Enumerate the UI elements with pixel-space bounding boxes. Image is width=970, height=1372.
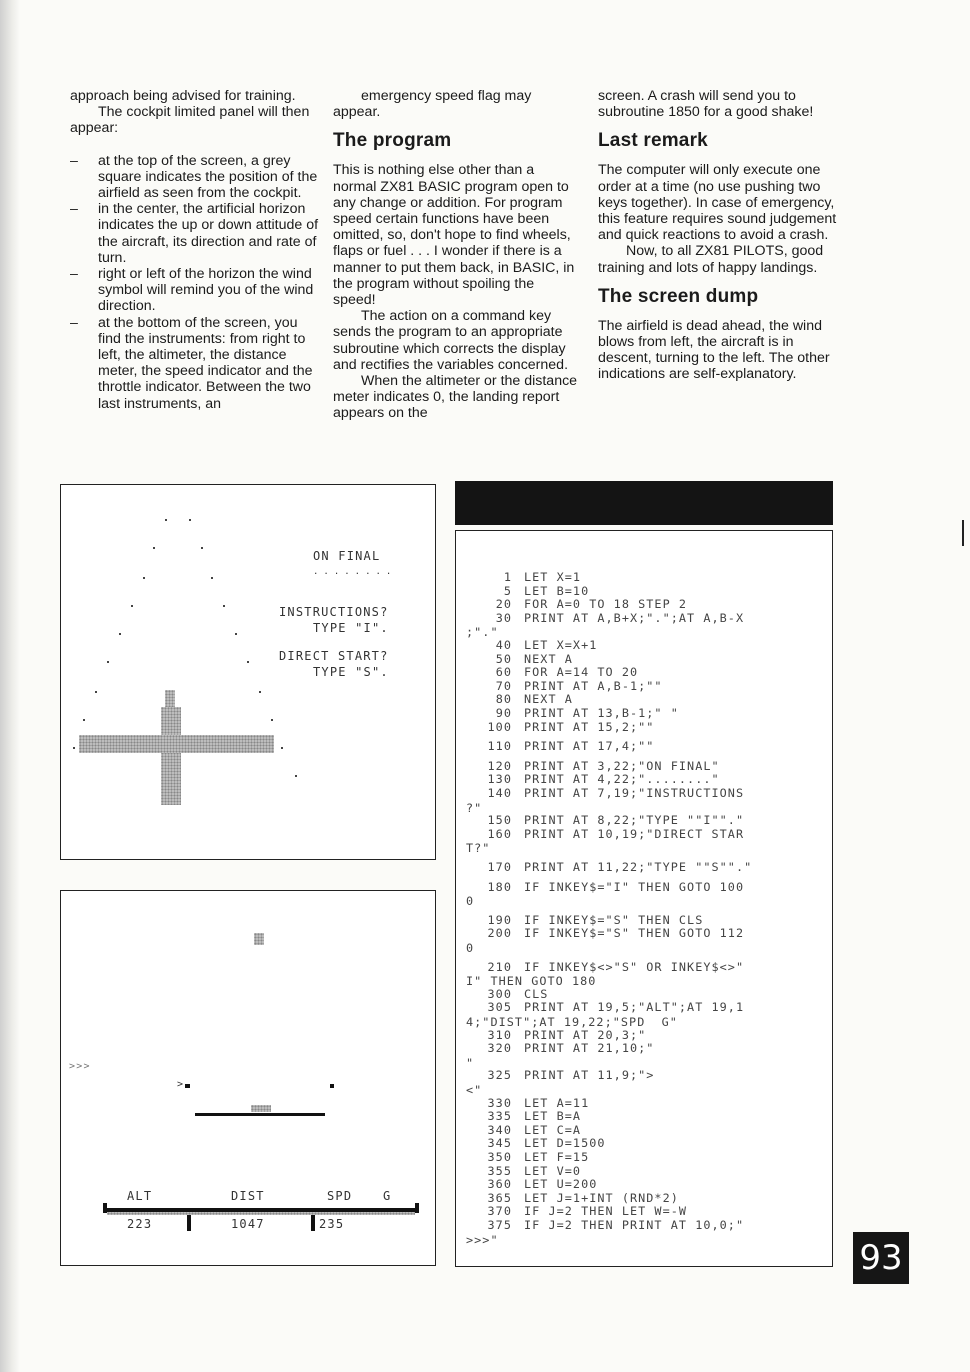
line-code: PRINT AT 3,22;"ON FINAL" [524, 758, 720, 773]
line-code: PRINT AT 8,22;"TYPE ""I""." [524, 813, 745, 828]
horizon-right-block [330, 1084, 334, 1088]
feature-list [70, 153, 320, 412]
paragraph: The action on a command key sends the program to an appropriate subroutine which corrects the display and rectifies the variables concerned. [333, 308, 569, 373]
line-number: 210 [487, 959, 512, 974]
runway-dot [189, 519, 191, 521]
runway-dot [201, 547, 203, 549]
listing-continuation: I" THEN GOTO 180 [466, 974, 597, 989]
listing-continuation: <" [466, 1083, 483, 1097]
listing-continuation: " [466, 1055, 475, 1070]
listing-line [466, 988, 548, 1001]
listing-line [466, 721, 654, 734]
separator [187, 1215, 191, 1231]
listing-line [466, 814, 744, 827]
line-code: LET B=A [524, 1109, 582, 1124]
line-number: 20 [495, 597, 512, 612]
runway-dot [131, 605, 133, 607]
runway-dot [143, 577, 145, 579]
line-number: 110 [487, 739, 512, 754]
listing-line [466, 1097, 589, 1110]
line-number: 325 [487, 1068, 512, 1083]
line-code: PRINT AT 15,2;"" [524, 719, 655, 734]
runway-dot [165, 519, 167, 521]
line-code: IF INKEY$="I" THEN GOTO 100 [524, 879, 745, 894]
runway-dot [223, 605, 225, 607]
listing-continuation: ;"." [466, 625, 499, 640]
listing-line [466, 1124, 581, 1137]
dist-label: DIST [231, 1189, 265, 1203]
alt-value: 223 [127, 1217, 153, 1231]
paragraph: The computer will only execute one order at a time (no use pushing two keys together). In case of emergency, this feature requires sound judgement and quick reactions to avoid a crash. [598, 162, 837, 244]
listing-line [466, 773, 720, 786]
listing-line [466, 680, 663, 693]
listing-line [466, 653, 573, 666]
heading-screen-dump: The screen dump [598, 285, 759, 307]
line-number: 345 [487, 1136, 512, 1151]
line-code: LET D=1500 [524, 1136, 606, 1151]
line-number: 300 [487, 986, 512, 1001]
line-code: PRINT AT 10,19;"DIRECT STAR [524, 826, 745, 841]
line-number: 355 [487, 1163, 512, 1178]
line-number: 305 [487, 1000, 512, 1015]
horizon-left-marker: > [177, 1079, 185, 1090]
listing-line [466, 639, 597, 652]
listing-header-bar [455, 481, 833, 525]
line-code: LET U=200 [524, 1177, 598, 1192]
listing-line [466, 707, 679, 720]
paragraph: Now, to all ZX81 PILOTS, good training and lots of happy landings. [598, 243, 824, 276]
listing-line [466, 961, 744, 974]
line-number: 70 [495, 678, 512, 693]
listing-line [466, 787, 744, 800]
program-listing [455, 530, 833, 1267]
line-code: PRINT AT 17,4;"" [524, 739, 655, 754]
line-code: PRINT AT 13,B-1;" " [524, 706, 679, 720]
listing-line [466, 914, 703, 927]
listing-line [466, 585, 589, 598]
listing-line [466, 1137, 606, 1150]
line-code: PRINT AT A,B-1;"" [524, 678, 663, 693]
listing-line [466, 571, 581, 584]
throttle-label: G [383, 1189, 392, 1203]
line-code: NEXT A [524, 651, 573, 666]
line-number: 140 [487, 786, 512, 800]
screen-dump-title [60, 484, 436, 860]
listing-continuation: ?" [466, 800, 483, 815]
line-code: IF INKEY$="S" THEN CLS [524, 912, 704, 927]
line-number: 30 [495, 610, 512, 625]
listing-line [466, 1205, 687, 1218]
paragraph: approach being advised for training. [70, 88, 296, 104]
instrument-bar-shade [107, 1212, 415, 1215]
line-number: 150 [487, 813, 512, 828]
horizon-left-block [185, 1084, 190, 1088]
listing-line [466, 1192, 679, 1205]
listing-line [466, 740, 654, 753]
line-number: 375 [487, 1218, 512, 1232]
direct-start-prompt: DIRECT START? [279, 649, 389, 663]
listing-line [466, 881, 744, 894]
line-number: 90 [495, 706, 512, 720]
line-code: PRINT AT A,B+X;".";AT A,B-X [524, 610, 745, 625]
listing-line [466, 828, 744, 841]
line-number: 130 [487, 772, 512, 787]
aircraft-fuselage-symbol [161, 707, 181, 805]
screen-dump-cockpit [60, 890, 436, 1266]
listing-line [466, 927, 744, 940]
line-number: 5 [503, 583, 512, 598]
runway-dot [211, 577, 213, 579]
listing-line [466, 861, 752, 874]
instructions-hint: TYPE "I". [313, 621, 389, 635]
listing-line [466, 1001, 744, 1014]
list-item: – at the bottom of the screen, you find the instruments: from right to left, the altimeter, the distance meter, the speed indicator and the throttle indicator. Between the two last instruments, an [70, 314, 313, 412]
line-number: 120 [487, 758, 512, 773]
alt-label: ALT [127, 1189, 153, 1203]
line-code: LET B=10 [524, 583, 590, 598]
line-number: 170 [487, 860, 512, 874]
line-number: 330 [487, 1095, 512, 1110]
line-code: IF J=2 THEN PRINT AT 10,0;" [524, 1218, 745, 1232]
listing-continuation: T?" [466, 841, 491, 856]
line-code: LET V=0 [524, 1163, 582, 1178]
line-code: LET X=X+1 [524, 638, 598, 652]
line-number: 350 [487, 1150, 512, 1164]
direct-start-hint: TYPE "S". [313, 665, 389, 679]
line-number: 200 [487, 926, 512, 941]
aircraft-symbol [251, 1105, 271, 1112]
runway-dot [83, 719, 85, 721]
line-code: NEXT A [524, 692, 573, 707]
listing-line [466, 1069, 654, 1082]
runway-dot [73, 747, 75, 749]
paragraph: This is nothing else other than a normal ZX81 BASIC program open to any change or addition. For program speed certain functions have been omitted, so, don't hope to find wheels, flaps or fuel . . . I wonder if there is a manner to put them back, in BASIC, in the program without spoiling the speed! [333, 162, 575, 309]
runway-dot [295, 775, 297, 777]
listing-line [466, 1042, 654, 1055]
runway-dot [95, 691, 97, 693]
list-item: – at the top of the screen, a grey square indicates the position of the airfield as seen from the cockpit. [70, 152, 318, 202]
paragraph: When the altimeter or the distance meter indicates 0, the landing report appears on the [333, 373, 578, 422]
paragraph: The cockpit limited panel will then appear: [70, 104, 310, 137]
instructions-prompt: INSTRUCTIONS? [279, 605, 389, 619]
listing-line [466, 598, 687, 611]
dist-value: 1047 [231, 1217, 265, 1231]
artificial-horizon-line [195, 1113, 325, 1116]
page-number: 93 [853, 1232, 909, 1284]
runway-dot [153, 547, 155, 549]
bar-right-cap [415, 1203, 419, 1213]
spd-label: SPD [327, 1189, 353, 1203]
text-column-2 [333, 88, 578, 422]
separator [311, 1215, 315, 1231]
listing-line [466, 1165, 581, 1178]
listing-line [466, 1178, 597, 1191]
aircraft-wing-symbol [79, 735, 274, 753]
line-code: IF INKEY$<>"S" OR INKEY$<>" [524, 959, 745, 974]
runway-dot [271, 719, 273, 721]
line-code: LET F=15 [524, 1150, 590, 1164]
runway-dot [119, 633, 121, 635]
listing-continuation: 0 [466, 941, 475, 955]
heading-the-program: The program [333, 130, 452, 152]
dots-line: ........ [313, 567, 397, 577]
paragraph: screen. A crash will send you to subroutine 1850 for a good shake! [598, 88, 814, 121]
line-code: PRINT AT 19,5;"ALT";AT 19,1 [524, 1000, 745, 1015]
listing-line [466, 666, 638, 679]
listing-line [466, 1219, 744, 1232]
line-number: 365 [487, 1190, 512, 1205]
paragraph: emergency speed flag may appear. [333, 88, 532, 121]
wind-symbol: >>> [69, 1061, 91, 1072]
line-code: LET A=11 [524, 1095, 590, 1110]
line-code: FOR A=0 TO 18 STEP 2 [524, 597, 688, 612]
listing-continuation: >>>" [466, 1232, 499, 1247]
line-code: FOR A=14 TO 20 [524, 665, 639, 680]
line-number: 360 [487, 1177, 512, 1192]
listing-line [466, 693, 573, 706]
line-number: 190 [487, 912, 512, 927]
line-number: 310 [487, 1027, 512, 1042]
line-code: PRINT AT 21,10;" [524, 1041, 655, 1056]
line-number: 160 [487, 826, 512, 841]
listing-line [466, 1110, 581, 1123]
on-final-label: ON FINAL [313, 549, 381, 563]
line-code: PRINT AT 7,19;"INSTRUCTIONS [524, 786, 745, 800]
runway-dot [281, 747, 283, 749]
list-item: – in the center, the artificial horizon indicates the up or down attitude of the aircraft, its direction and rate of turn. [70, 201, 319, 266]
listing-line [466, 1029, 646, 1042]
line-code: LET J=1+INT (RND*2) [524, 1190, 679, 1205]
line-code: IF J=2 THEN LET W=-W [524, 1204, 688, 1219]
line-code: IF INKEY$="S" THEN GOTO 112 [524, 926, 745, 941]
line-code: LET X=1 [524, 570, 582, 584]
spd-value: 235 [319, 1217, 345, 1231]
paragraph: The airfield is dead ahead, the wind blows from left, the aircraft is in descent, turning to the left. The other indications are self-explanatory. [598, 317, 830, 383]
line-code: PRINT AT 11,9;"> [524, 1068, 655, 1083]
line-code: PRINT AT 4,22;"........" [524, 772, 720, 787]
runway-dot [235, 633, 237, 635]
line-code: PRINT AT 20,3;" [524, 1027, 647, 1042]
line-number: 340 [487, 1122, 512, 1137]
listing-continuation: 0 [466, 894, 475, 909]
line-code: CLS [524, 986, 549, 1001]
line-number: 40 [495, 638, 512, 652]
line-number: 180 [487, 879, 512, 894]
page-gutter-shadow [0, 0, 20, 1372]
line-number: 80 [495, 692, 512, 707]
line-code: LET C=A [524, 1122, 582, 1137]
list-item: – right or left of the horizon the wind symbol will remind you of the wind direction. [70, 266, 314, 315]
runway-dot [247, 661, 249, 663]
heading-last-remark: Last remark [598, 130, 708, 152]
runway-dot [107, 661, 109, 663]
line-number: 335 [487, 1109, 512, 1124]
text-column-3 [598, 88, 848, 383]
line-code: PRINT AT 11,22;"TYPE ""S""." [524, 860, 753, 874]
listing-line [466, 760, 720, 773]
edge-mark [962, 520, 964, 546]
line-number: 370 [487, 1204, 512, 1219]
line-number: 50 [495, 651, 512, 666]
listing-line [466, 1151, 589, 1164]
line-number: 100 [487, 719, 512, 734]
runway-dot [259, 691, 261, 693]
listing-continuation: 4;"DIST";AT 19,22;"SPD G" [466, 1015, 678, 1029]
listing-line [466, 612, 744, 625]
line-number: 60 [495, 665, 512, 680]
line-number: 320 [487, 1041, 512, 1056]
line-number: 1 [503, 570, 512, 584]
text-column-1 [70, 88, 320, 412]
airfield-square [254, 933, 264, 945]
